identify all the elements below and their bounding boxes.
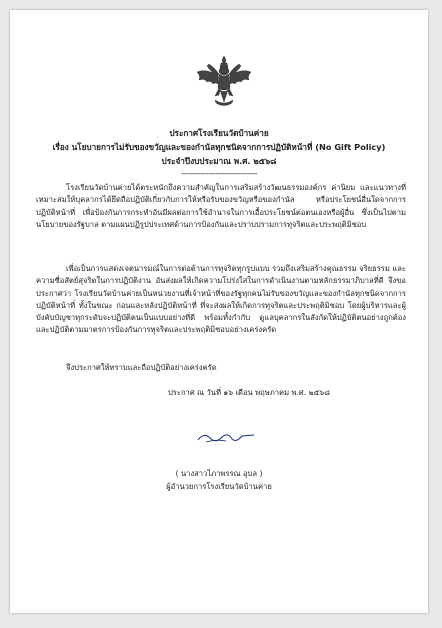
fiscal-year: ประจำปีงบประมาณ พ.ศ. ๒๕๖๘ <box>161 156 277 166</box>
paragraph-policy-background: โรงเรียนวัดบ้านค่ายได้ตระหนักถึงความสำคัญในการเสริมสร้างวัฒนธรรมองค์กร ค่านิยม และแนวทางที่เหมาะสมให้บุคลากรได้ยึดถือปฏิบัติเกี่ยวกับการให้หรือรับของขวัญหรือของกำนัล หรือประโยชน์อื่นใดจากการปฏิบัติหน้าที่ เพื่อป้องกันการกระทำอันมีผลต่อการใช้อำนาจในการเอื้อประโยชน์ต่อตนเองหรือผู้อื่น ซึ่งเป็นไปตามนโยบายของรัฐบาล ตามแผนปฏิรูปประเทศด้านการป้องกันและปราบปรามการทุจริตและประพฤติมิชอบ <box>36 183 406 229</box>
title-divider: ------------------------------- <box>180 168 258 178</box>
announcement-title: ประกาศโรงเรียนวัดบ้านค่าย <box>169 128 269 138</box>
paragraph-policy-statement: เพื่อเป็นการแสดงเจตนารมณ์ในการต่อต้านการทุจริตทุกรูปแบบ รวมถึงเสริมสร้างคุณธรรม จริยธรรม และความซื่อสัตย์สุจริตในการปฏิบัติงาน อันส่งผลให้เกิดความโปร่งใสในการดำเนินงานตามหลักธรรมาภิบาลที่ดี จึงขอประกาศว่า โรงเรียนวัดบ้านค่ายเป็นหน่วยงานที่เจ้าหน้าที่ของรัฐทุกคนไม่รับของขวัญและของกำนัลทุกชนิดจากการปฏิบัติหน้าที่ ทั้งในขณะ ก่อนและหลังปฏิบัติหน้าที่ ที่จะส่งผลให้เกิดการทุจริตและประพฤติมิชอบ โดยผู้บริหารและผู้บังคับบัญชาทุกระดับจะปฏิบัติตนเป็นแบบอย่างที่ดี พร้อมทั้งกำกับ ดูแลบุคลากรในสังกัดให้ปฏิบัติตนอย่างถูกต้อง และปฏิบัติตามมาตรการป้องกันการทุจริตและประพฤติมิชอบอย่างเคร่งครัด <box>36 264 406 335</box>
garuda-emblem <box>195 54 253 109</box>
signer-name: ( นางสาวไภาพรรณ อุบล ) <box>175 469 263 478</box>
announcement-subject: เรื่อง นโยบายการไม่รับของขวัญและของกำนัลทุกชนิดจากการปฏิบัติหน้าที่ (No Gift Policy) <box>52 142 386 152</box>
signer-position: ผู้อำนวยการโรงเรียนวัดบ้านค่าย <box>166 482 272 491</box>
paragraph-closing: จึงประกาศให้ทราบและถือปฏิบัติอย่างเคร่งครัด <box>66 363 217 372</box>
document-page <box>10 10 428 613</box>
signature <box>196 428 256 446</box>
announce-date: ประกาศ ณ วันที่ ๑๖ เดือน พฤษภาคม พ.ศ. ๒๕๖๘ <box>167 388 331 397</box>
